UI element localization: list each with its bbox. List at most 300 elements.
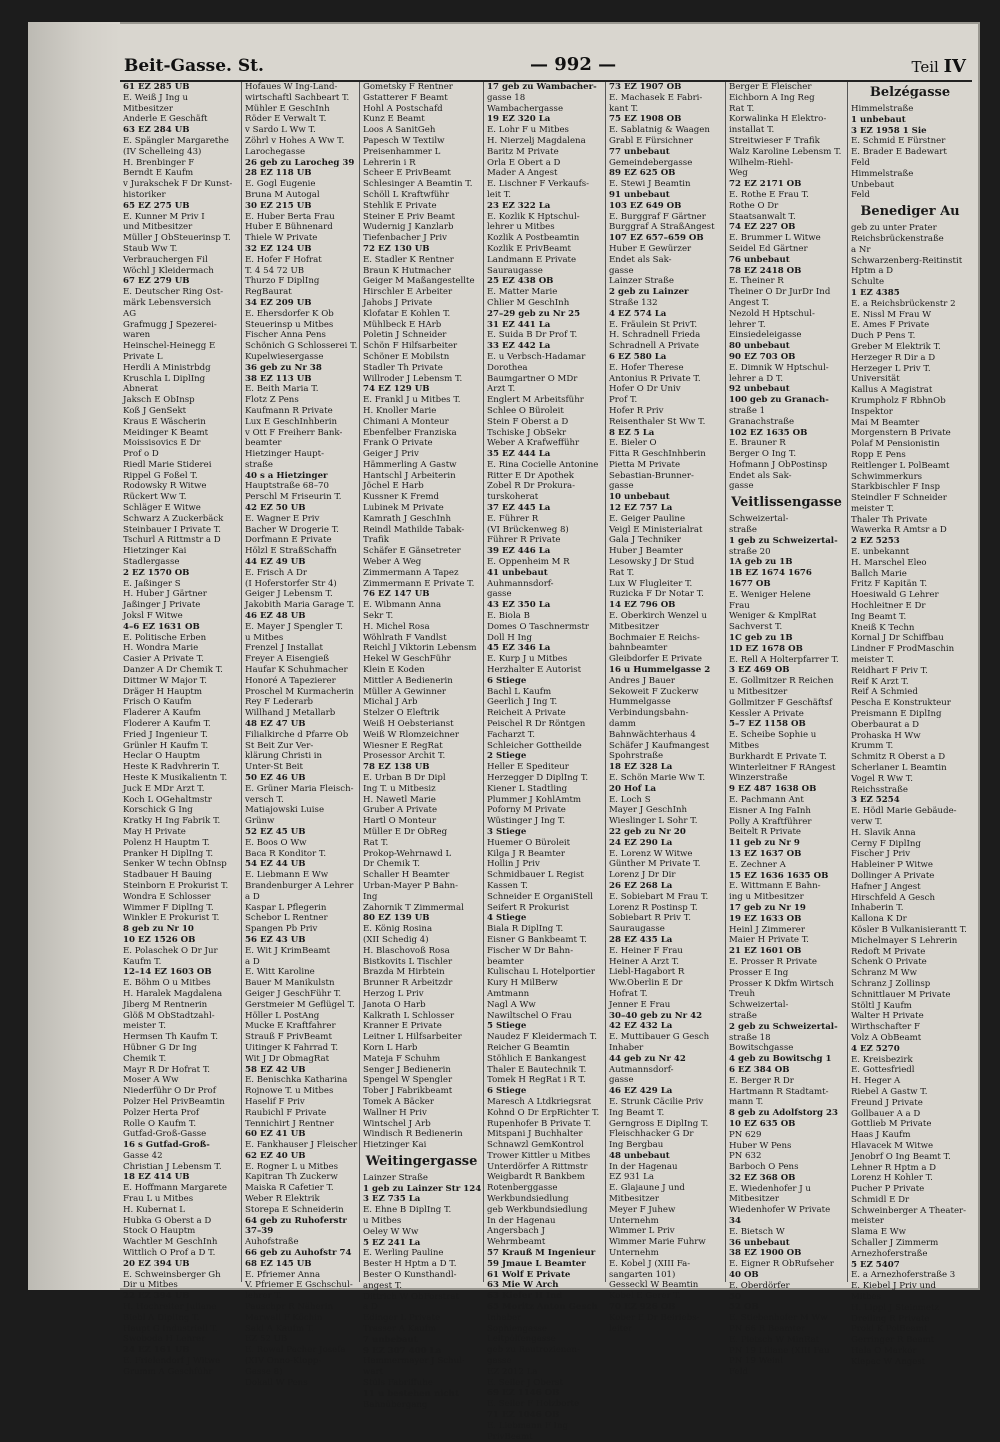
directory-entry: 26 geb zu Larocheg 39 bbox=[245, 157, 355, 168]
directory-entry: Müller E Dr ObReg bbox=[363, 826, 448, 837]
directory-entry: Weber A Krafwefführ bbox=[487, 438, 580, 449]
directory-entry: Verbrauchergen Fil bbox=[123, 254, 208, 265]
directory-entry: Schenk O Private bbox=[851, 957, 927, 968]
directory-entry: Antonius R Private T. bbox=[609, 373, 701, 384]
directory-entry: Jaksch E ObInsp bbox=[123, 395, 195, 406]
directory-entry: Herzeger L Priv T. bbox=[851, 363, 931, 374]
directory-entry: E. Beith Maria T. bbox=[245, 384, 319, 395]
directory-entry: Kapitran Th Zuckerw bbox=[245, 1172, 338, 1183]
directory-entry: Herzegger D DiplIng T. bbox=[487, 773, 589, 783]
directory-entry: Lorenz J Dr Dir bbox=[609, 870, 676, 881]
directory-entry: Mitbesitzer bbox=[609, 621, 659, 632]
directory-entry: Stadbauer H Bauing bbox=[123, 870, 213, 881]
directory-entry: 6 EZ 384 OB bbox=[729, 1064, 790, 1075]
directory-entry: Rolle O Kaufm T. bbox=[123, 1118, 197, 1129]
directory-entry: Jenobrf O Ing Beamt T. bbox=[851, 1151, 951, 1162]
directory-entry: Prohaska H Ww bbox=[851, 730, 921, 741]
directory-entry: Wit J Dr ObmagRat bbox=[245, 1053, 330, 1064]
directory-column-2 bbox=[242, 82, 360, 1388]
directory-entry: Himmelstraße bbox=[851, 168, 914, 179]
directory-entry: Grünler H Kaufm T. bbox=[123, 740, 209, 751]
directory-entry: Mai M Beamter bbox=[851, 417, 920, 428]
directory-entry: Mayr R Dr Hofrat T. bbox=[123, 1064, 211, 1075]
directory-entry: Reichsbrückenstraße bbox=[851, 233, 944, 244]
directory-entry: 41 unbebaut bbox=[487, 567, 548, 578]
directory-entry: gasse bbox=[487, 1356, 512, 1367]
directory-entry: 34 bbox=[729, 1216, 741, 1227]
directory-entry: 1B EZ 1674 1676 bbox=[729, 568, 812, 579]
directory-entry: Wöchl J Kleidermach bbox=[123, 265, 214, 276]
directory-entry: E. Wit J KrimBeamt bbox=[245, 945, 331, 956]
directory-entry: 44 EZ 49 UB bbox=[245, 557, 306, 568]
directory-entry: Domes O Taschnermstr bbox=[487, 621, 590, 632]
directory-entry: Hofer O Dr Univ bbox=[609, 384, 681, 395]
directory-entry: 1 unbebaut bbox=[851, 114, 906, 125]
directory-entry: Rotenberggasse bbox=[487, 1183, 558, 1194]
directory-entry: 78 EZ 138 UB bbox=[363, 762, 430, 773]
directory-entry: E. Scheibe Sophie u bbox=[729, 730, 817, 741]
directory-entry: E. Wagner E Priv bbox=[245, 513, 320, 524]
directory-entry: Wondra E Schlosser bbox=[123, 891, 211, 902]
directory-entry: Haselif F Priv bbox=[245, 1096, 305, 1107]
directory-entry: Heclar O Hauptm bbox=[123, 751, 201, 762]
directory-entry: Burkhardt E Private T. bbox=[729, 751, 827, 762]
directory-entry: Moser A Ww bbox=[123, 1075, 179, 1086]
directory-entry: 16 s Gutfad-Groß- bbox=[123, 1140, 210, 1151]
directory-entry: E. Heiner F Frau bbox=[609, 945, 683, 956]
directory-entry: Mittler A Bedienerin bbox=[363, 675, 453, 686]
directory-entry: Gemeindebergasse bbox=[609, 157, 693, 168]
directory-entry: E. Zechner A bbox=[729, 859, 786, 870]
directory-column-7 bbox=[848, 82, 972, 1367]
directory-entry: Tschiske J ObSekr bbox=[487, 427, 567, 438]
directory-entry: Stöhlich E Bankangest bbox=[487, 1053, 586, 1064]
directory-entry: Dollinger A Private bbox=[851, 870, 935, 881]
directory-entry: Hietzinger Haupt- bbox=[245, 449, 325, 460]
directory-entry: Wöhlrath F Vandlst bbox=[363, 632, 447, 643]
directory-entry: E. Wittmann E Bahn- bbox=[729, 881, 821, 892]
directory-entry: 80 EZ 139 UB bbox=[363, 913, 430, 924]
directory-entry: Dir u Mitbes bbox=[123, 1280, 178, 1291]
directory-entry: Gottlieb M Private bbox=[851, 1119, 932, 1130]
directory-entry: Kratky H Ing Fabrik T. bbox=[123, 816, 221, 827]
directory-entry: Vogel R Ww T. bbox=[851, 773, 913, 784]
directory-entry: Joksl F Witwe bbox=[123, 611, 183, 622]
directory-entry: straße 20 bbox=[729, 546, 771, 557]
directory-entry: Hauptstraße 68–70 bbox=[245, 481, 329, 492]
directory-entry: 35 EZ 444 La bbox=[487, 449, 551, 460]
directory-columns bbox=[120, 82, 972, 1442]
directory-entry: 60 EZ 41 UB bbox=[245, 1129, 306, 1140]
directory-entry: Meidinger K Beamt bbox=[123, 427, 209, 438]
directory-entry: Freyer A Eisengieß bbox=[245, 654, 330, 665]
directory-entry: Hollin J Priv bbox=[487, 859, 540, 870]
directory-entry: sangarten 101) bbox=[609, 1269, 676, 1280]
directory-entry: Thaler Th Private bbox=[851, 514, 928, 525]
directory-entry: 31 EZ 441 La bbox=[487, 319, 551, 330]
directory-entry: V. Pfriemer E Gschschul- bbox=[245, 1280, 353, 1291]
directory-entry: E. Hofer Therese bbox=[609, 362, 684, 373]
directory-entry: Heste K Radvhrerin T. bbox=[123, 762, 220, 773]
directory-entry: damm bbox=[609, 719, 636, 730]
directory-entry: Frenzel J Installat bbox=[245, 643, 323, 654]
directory-entry: Unter-St Beit bbox=[245, 762, 304, 773]
directory-entry: 1C geb zu 1B bbox=[729, 633, 793, 644]
directory-entry: E. Stiebenhofer M Ww bbox=[729, 1313, 828, 1324]
directory-entry: H. Knoller Marie bbox=[363, 405, 437, 416]
directory-entry: Andres J Bauer bbox=[609, 675, 675, 686]
directory-entry: E. Oberkirch Wenzel u bbox=[609, 611, 708, 622]
directory-entry: Sauraugasse bbox=[487, 265, 543, 276]
directory-entry: ing u Mitbesitzer bbox=[729, 892, 804, 903]
directory-entry: Storepa E Schneiderin bbox=[245, 1204, 344, 1215]
directory-entry: Granachstraße bbox=[729, 416, 795, 427]
directory-entry: Heinl J Zimmerer bbox=[729, 924, 805, 935]
directory-entry: Kruschla L DiplIng bbox=[123, 373, 206, 384]
directory-entry: 54 EZ 44 UB bbox=[245, 859, 306, 870]
directory-entry: E. Weiß J Ing u bbox=[123, 92, 189, 103]
directory-entry: (IV Schelleing 43) bbox=[123, 146, 202, 157]
directory-entry: Wilhelm-Riehl- bbox=[729, 157, 794, 168]
directory-entry: E. Kiebel J Priv und bbox=[851, 1281, 937, 1292]
directory-entry: Maier H Private T. bbox=[729, 935, 809, 946]
directory-entry: Kunz E Beamt bbox=[363, 114, 425, 125]
directory-entry: Huber E Gewürzer bbox=[609, 243, 692, 254]
directory-entry: 59 Jmaue L Beamter bbox=[487, 1258, 586, 1269]
directory-entry: Starkbischler F Insp bbox=[851, 482, 940, 493]
directory-entry: 3 Stiege bbox=[487, 826, 527, 837]
directory-entry: Walter H Private bbox=[851, 1011, 924, 1022]
directory-entry: In der Hagenau bbox=[609, 1161, 678, 1172]
directory-entry: Müller A Gewinner bbox=[363, 686, 447, 697]
directory-entry: Prosser E Ing bbox=[729, 967, 789, 978]
directory-entry: Reitlenger L PolBeamt bbox=[851, 460, 950, 471]
directory-entry: Gesseckl W Beamtin bbox=[609, 1280, 699, 1291]
directory-entry: Huemer O Büroleit bbox=[487, 837, 571, 848]
directory-entry: 3 EZ 735 La bbox=[363, 1194, 421, 1205]
directory-entry: Amtmann bbox=[487, 988, 530, 999]
directory-entry: Klein E Koden bbox=[363, 665, 425, 676]
directory-entry: Höller L PostAng bbox=[245, 1010, 320, 1021]
directory-entry: Kaufmann R Private bbox=[245, 405, 333, 416]
directory-entry: 63 Mie W Arch bbox=[487, 1280, 559, 1291]
directory-entry: 32 EZ 368 OB bbox=[729, 1172, 796, 1183]
directory-entry: Schnittlauer M Private bbox=[851, 989, 951, 1000]
directory-entry: Reif K Arzt T. bbox=[851, 676, 909, 687]
directory-entry: 2 EZ 1570 OB bbox=[123, 567, 190, 578]
directory-entry: E. Deutscher Ring Ost- bbox=[123, 287, 224, 298]
directory-entry: 76 EZ 147 UB bbox=[363, 589, 430, 600]
directory-entry: meister bbox=[851, 1216, 885, 1227]
directory-entry: Polzer Herta Prof bbox=[123, 1107, 200, 1118]
directory-entry: E. Huber Berta Frau bbox=[245, 211, 335, 222]
directory-entry: Ing T. u Mitbesiz bbox=[363, 783, 436, 794]
directory-entry: Streitwieser F Trafik bbox=[729, 135, 820, 146]
directory-entry: 18 EZ 414 UB bbox=[123, 1172, 190, 1183]
directory-entry: märk Lebensversich bbox=[123, 297, 212, 308]
directory-entry: Edinger L Private bbox=[363, 1313, 441, 1324]
directory-entry: 69 EZ 1146 OB bbox=[487, 1388, 560, 1399]
directory-page bbox=[28, 22, 980, 1442]
directory-entry: Winterleitner F RAngest bbox=[729, 762, 836, 773]
directory-entry: Frank O Private bbox=[363, 438, 433, 449]
directory-entry: 12 EZ 757 La bbox=[609, 503, 673, 514]
directory-entry: Schebor L Rentner bbox=[245, 913, 328, 924]
directory-entry: Schmitz R Oberst a D bbox=[851, 752, 946, 763]
directory-entry: Doll H Ing bbox=[487, 632, 532, 643]
directory-entry: Himmelstraße bbox=[851, 104, 914, 114]
directory-entry: Meyer F Juhew bbox=[609, 1204, 676, 1215]
directory-entry: Kassen T. bbox=[487, 880, 528, 891]
directory-entry: 13 EZ 1637 OB bbox=[729, 848, 802, 859]
directory-entry: Biebl A DiplIng T. bbox=[123, 1312, 200, 1323]
directory-entry: Hekel W GeschFühr bbox=[363, 654, 451, 665]
directory-entry: Marwall F Köchin bbox=[245, 1312, 323, 1323]
directory-column-5 bbox=[606, 82, 726, 1334]
directory-entry: Inhaberin T. bbox=[851, 903, 904, 914]
directory-entry: 10 EZ 1526 OB bbox=[123, 934, 196, 945]
directory-entry: E. Werling Pauline bbox=[363, 1248, 444, 1259]
directory-entry: 32 EZ 124 UB bbox=[245, 243, 312, 254]
directory-entry: E. Berger R Dr bbox=[729, 1075, 794, 1086]
directory-entry: Filialkirche d Pfarre Ob bbox=[245, 729, 349, 740]
directory-entry: Unternehm bbox=[609, 1215, 659, 1226]
directory-entry: Stock O Hauptm bbox=[123, 1226, 196, 1237]
directory-entry: 4 EZ 5270 bbox=[851, 1043, 900, 1054]
directory-entry: Eisner A Ing FaInh bbox=[729, 805, 811, 816]
directory-entry: 40 s a Hietzinger bbox=[245, 470, 328, 481]
directory-entry: 24 EZ 290 La bbox=[609, 837, 673, 848]
directory-entry: Kupelwiesergasse bbox=[245, 351, 324, 362]
directory-entry: Michelmayer S Lehrerin bbox=[851, 935, 958, 946]
directory-entry: Matiajowski Luise bbox=[245, 805, 325, 816]
directory-entry: Kranner E Private bbox=[363, 1021, 442, 1032]
directory-entry: 37 EZ 445 La bbox=[487, 503, 551, 514]
directory-entry: Mühlbeck E HArb bbox=[363, 319, 442, 330]
directory-entry: E. Gogl Eugenie bbox=[245, 179, 316, 190]
directory-entry: Schweizertal- bbox=[729, 514, 789, 525]
directory-entry: Stadlergasse bbox=[123, 557, 180, 568]
directory-entry: Senker W techn ObInsp bbox=[123, 859, 227, 870]
directory-entry: 4 geb zu Bowitschg 1 bbox=[729, 1054, 832, 1065]
directory-entry: E. Stadler K Rentner bbox=[363, 254, 454, 265]
directory-entry: E. Seiler J Oberst bbox=[487, 1377, 563, 1388]
directory-entry: 26 EZ 268 La bbox=[609, 880, 673, 891]
directory-entry: 77 unbebaut bbox=[609, 146, 670, 157]
directory-entry: E. Pfriemer Anna bbox=[245, 1269, 321, 1280]
directory-entry: Hammermayer J Schul- bbox=[363, 1356, 465, 1367]
directory-entry: 48 EZ 47 UB bbox=[245, 719, 306, 730]
directory-entry: turskoherat bbox=[487, 492, 539, 503]
directory-entry: Lehrerin i R bbox=[363, 157, 416, 168]
directory-entry: PN 66 R Beamter bbox=[729, 1324, 806, 1335]
directory-entry: Fitta R GeschInhberin bbox=[609, 449, 706, 460]
directory-entry: Geiger J Lebensm T. bbox=[245, 589, 333, 600]
directory-entry: Wirthschafter F bbox=[851, 1022, 920, 1033]
directory-entry: Schranz M Ww bbox=[851, 968, 917, 979]
directory-entry: Chlier M GeschInh bbox=[487, 297, 570, 308]
directory-entry: Volz A ObBeamt bbox=[851, 1032, 922, 1043]
directory-entry: 103 EZ 649 OB bbox=[609, 200, 682, 211]
directory-entry: 9 EZ 487 1638 OB bbox=[729, 784, 817, 795]
directory-entry: Seidel Ed Gärtner bbox=[729, 243, 808, 254]
directory-entry: Schöner E Mobilstn bbox=[363, 351, 450, 362]
directory-entry: Dittmer W Major T. bbox=[123, 675, 207, 686]
directory-entry: Krumpholz F RbhnOb bbox=[851, 395, 946, 406]
directory-entry: 9 EZ 307 400 La bbox=[363, 1345, 442, 1356]
directory-entry: Juck E MDr Arzt T. bbox=[123, 783, 205, 794]
directory-entry: 58 EZ 42 UB bbox=[245, 1064, 306, 1075]
directory-entry: Walz Karoline Lebensm T. bbox=[729, 146, 842, 157]
directory-entry: Weitingergasse bbox=[365, 1153, 478, 1169]
directory-entry: Orla E Obert a D bbox=[487, 157, 561, 168]
directory-entry: Lindner F ProdMaschin bbox=[851, 644, 955, 655]
directory-entry: Dittrich W ObForstrat bbox=[363, 1291, 459, 1302]
directory-entry: Geiger M Maßangestellte bbox=[363, 276, 475, 287]
directory-entry: Schnawzl GemKontrol bbox=[487, 1140, 584, 1151]
directory-entry: beamter bbox=[245, 438, 282, 449]
directory-entry: Mühler E GeschInh bbox=[245, 103, 330, 114]
directory-entry: Baumgartner O MDr bbox=[487, 373, 578, 384]
directory-entry: Gollbauer A a D bbox=[851, 1108, 921, 1119]
directory-entry: Bistkovits L Tischler bbox=[363, 956, 453, 967]
directory-entry: Lorenz R Postinsp T. bbox=[609, 902, 698, 913]
directory-entry: 56 EZ 43 UB bbox=[245, 934, 306, 945]
directory-entry: Brazda M Hirbtein bbox=[363, 967, 445, 978]
directory-entry: Lorenz H Kohler T. bbox=[851, 1173, 933, 1184]
directory-entry: AG bbox=[123, 308, 137, 319]
directory-entry: Ballch Marie bbox=[851, 568, 907, 579]
directory-entry: Benediger Au bbox=[860, 204, 960, 220]
directory-entry: E. Fräulein St PrivT. bbox=[609, 319, 698, 330]
directory-entry: Wintschel J Arb bbox=[363, 1118, 431, 1129]
directory-entry: Bester O Kunsthandl- bbox=[363, 1270, 457, 1281]
directory-entry: Gutfad-Groß-Gasse bbox=[123, 1129, 207, 1140]
directory-entry: Stadler Th Private bbox=[363, 362, 443, 373]
directory-entry: Duch P Pens T. bbox=[851, 331, 916, 342]
directory-entry: Hala O Markör bbox=[851, 1346, 917, 1357]
directory-entry: Herzhalter E Autorist bbox=[487, 665, 582, 676]
directory-entry: E. Kobel J (XIII Fa- bbox=[609, 1258, 691, 1269]
directory-entry: Plummer J KohlAmtm bbox=[487, 794, 582, 805]
directory-entry: Rippel G Foßel T. bbox=[123, 470, 198, 481]
directory-entry: E. Jaßinger S bbox=[123, 578, 181, 589]
directory-entry: Kulischau L Hotelportier bbox=[487, 967, 595, 978]
directory-entry: Jöchel E Harb bbox=[363, 481, 424, 492]
directory-entry: Maresch A Ltdkriegsrat bbox=[487, 1096, 591, 1107]
directory-entry: 48 unbebaut bbox=[609, 1150, 670, 1161]
directory-entry: Huber W Pens bbox=[729, 1140, 792, 1151]
directory-entry: E. Fankhauser J Fleischer bbox=[245, 1140, 358, 1151]
directory-entry: Eichborn A Ing Reg bbox=[729, 92, 815, 103]
directory-entry: Feld bbox=[851, 190, 870, 201]
directory-entry: H. Heger A bbox=[851, 1076, 901, 1087]
directory-entry: Schaller J Zimmerm bbox=[851, 1238, 939, 1249]
directory-entry: Sauraugasse bbox=[609, 924, 665, 935]
directory-entry: 1 EZ 4385 bbox=[851, 287, 900, 298]
directory-entry: Straße 132 bbox=[609, 297, 658, 308]
directory-entry: Mateja F Schuhm bbox=[363, 1053, 441, 1064]
directory-entry: E. Führer R bbox=[487, 513, 539, 524]
directory-entry: meister T. bbox=[851, 655, 894, 666]
directory-entry: PrivBeamt bbox=[487, 1431, 533, 1442]
directory-entry: 10 EZ 635 OB bbox=[729, 1118, 796, 1129]
directory-entry: Polaf M Pensionistin bbox=[851, 439, 940, 450]
directory-entry: Steinbauer I Private T. bbox=[123, 524, 222, 535]
directory-entry: Arzt T. bbox=[487, 384, 516, 395]
directory-entry: Reichsstraße bbox=[851, 784, 908, 795]
directory-entry: 21 EZ 1601 OB bbox=[729, 946, 802, 957]
directory-entry: Schmidbauer L Regist bbox=[487, 870, 584, 881]
directory-entry: Ing Beamt T. bbox=[851, 611, 907, 622]
directory-entry: Lainzer Straße bbox=[609, 276, 674, 287]
directory-entry: Grafmugg J Spezerei- bbox=[123, 319, 217, 330]
directory-entry: Schwimmerkurs bbox=[851, 471, 923, 482]
directory-entry: Prof T. bbox=[609, 395, 638, 406]
volume-part-label: Teil bbox=[911, 58, 939, 76]
directory-entry: Niederführ O Dr Prof bbox=[123, 1086, 216, 1097]
directory-entry: Berger E Fleischer bbox=[729, 82, 812, 92]
directory-entry: Dorfmann E Private bbox=[245, 535, 332, 546]
directory-entry: Trasser A Kaufm bbox=[363, 1324, 437, 1335]
directory-entry: Heller E Spediteur bbox=[487, 762, 569, 773]
directory-entry: E. Kreisbezirk bbox=[851, 1054, 913, 1065]
directory-entry: leiter bbox=[609, 1323, 633, 1334]
directory-entry: (XIV Onno-Klopp- bbox=[245, 1356, 322, 1367]
directory-entry: Reif A Schmied bbox=[851, 687, 918, 698]
directory-entry: Rat T. bbox=[729, 103, 755, 114]
directory-entry: Kalkrath L Schlosser bbox=[363, 1010, 455, 1021]
directory-entry: EZ 931 La bbox=[609, 1172, 654, 1183]
directory-entry: Ing bbox=[363, 891, 378, 902]
directory-entry: Theiner O Dr JurDr Ind bbox=[729, 287, 831, 298]
directory-entry: Stehlik E Private bbox=[363, 200, 437, 211]
directory-entry: Zimmermann A Tapez bbox=[363, 567, 459, 578]
directory-entry: Tennichirt J Rentner bbox=[245, 1118, 334, 1129]
directory-entry: Mitbesitzer bbox=[729, 1194, 779, 1205]
directory-entry: Angest T. bbox=[729, 297, 770, 308]
directory-entry: Steindler F Schneider bbox=[851, 493, 947, 504]
directory-entry: Rupenhofer B Private T. bbox=[487, 1118, 592, 1129]
directory-entry: Weniger & KmplRat bbox=[729, 611, 817, 622]
directory-entry: Cerny F DiplIng bbox=[851, 838, 921, 849]
directory-entry: Herdli A Ministrbdg bbox=[123, 362, 211, 373]
directory-entry: leit T. bbox=[487, 189, 511, 200]
directory-entry: 36 geb zu Nr 38 bbox=[245, 362, 322, 373]
directory-entry: Nagl A Ww bbox=[487, 999, 536, 1010]
directory-entry: Gasse 8) bbox=[245, 1366, 283, 1377]
directory-entry: Kallus A Magistrat bbox=[851, 385, 933, 396]
directory-entry: 71 EZ 1046 OB bbox=[487, 1410, 560, 1421]
directory-entry: E. Spängler Margarethe bbox=[123, 135, 229, 146]
directory-entry: E. Wibmann Anna bbox=[363, 600, 442, 611]
directory-column-1 bbox=[120, 82, 242, 1377]
directory-entry: Poletin J Schneider bbox=[363, 330, 447, 341]
directory-entry: Koß J GenSekt bbox=[123, 405, 187, 416]
directory-entry: E. Lischner F Verkaufs- bbox=[487, 179, 590, 190]
directory-entry: Schlesinger A Beamtin T. bbox=[363, 179, 473, 190]
directory-entry: 2 Stiege bbox=[487, 751, 527, 762]
directory-entry: lehrer T. bbox=[729, 319, 766, 330]
directory-entry: Preismann E DiplIng bbox=[851, 709, 942, 720]
directory-entry: Weg bbox=[729, 168, 748, 179]
directory-entry: Hämmerling A Gastw bbox=[363, 459, 457, 470]
directory-entry: Kessler A Private bbox=[729, 708, 804, 719]
directory-entry: Schleicher Gottheilde bbox=[487, 740, 582, 751]
directory-entry: E. Brauner R bbox=[729, 438, 786, 449]
directory-entry: RegBaurat bbox=[245, 287, 292, 298]
directory-entry: E. Loch S bbox=[609, 794, 651, 805]
